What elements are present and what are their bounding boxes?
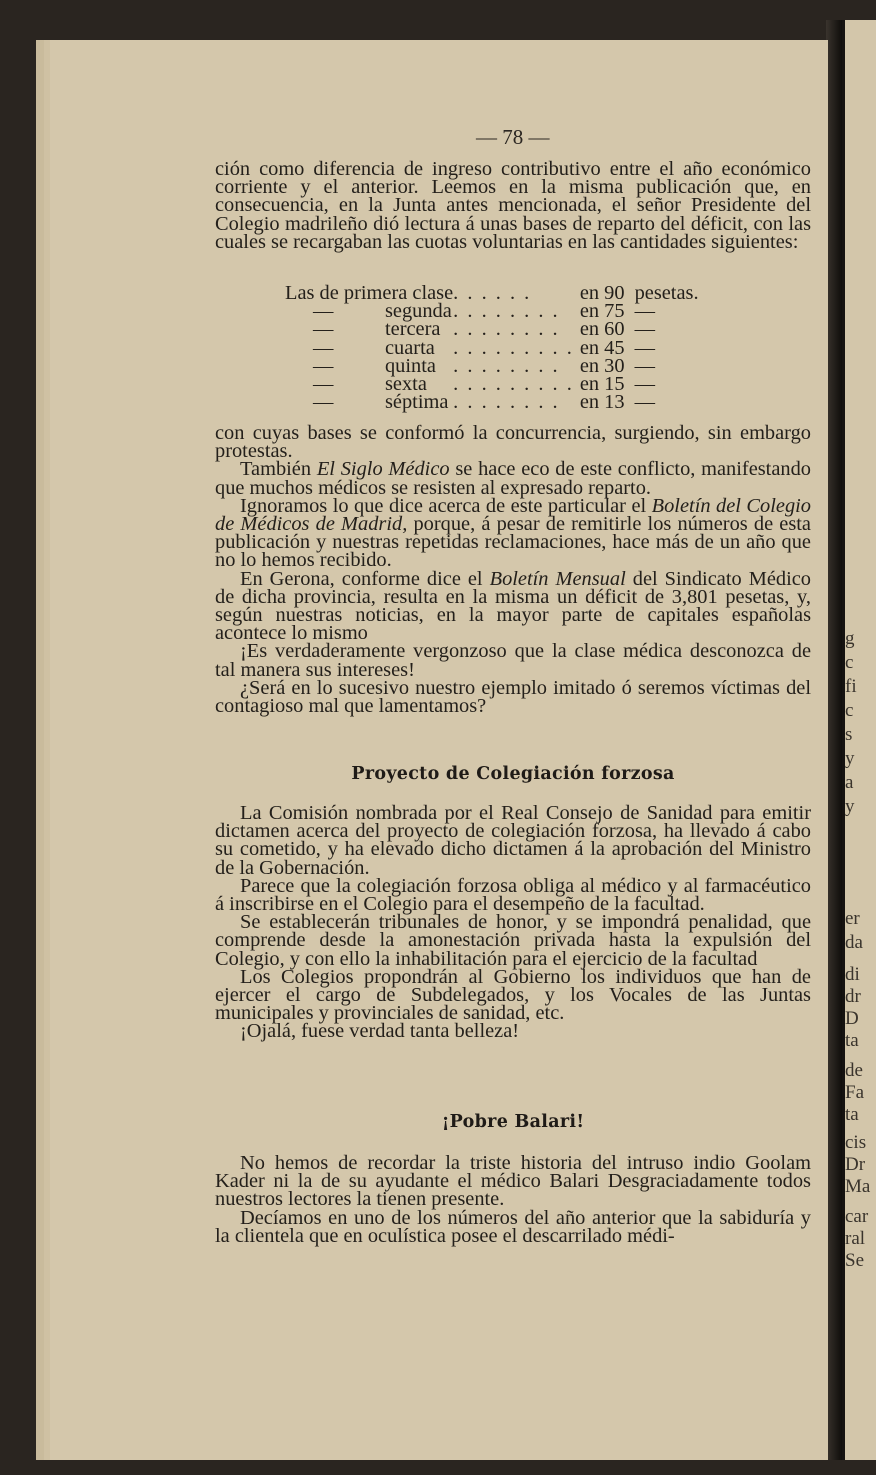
facing-fragment: g [845, 628, 855, 649]
fees-dots: . . . . . . . . . [453, 373, 574, 396]
book-page [36, 40, 828, 1460]
facing-fragment: ral [845, 1228, 866, 1249]
facing-fragment: di [845, 964, 860, 985]
fees-row [285, 393, 699, 411]
paragraph: La Comisión nombrada por el Real Consejo de Sanidad para emitir dictamen acerca del proyecto de colegiación forzosa, ha llevado á cabo su cometido, y ha elevado dicho dictamen á la aprobación del Ministro de la Gobernación. [215, 802, 811, 879]
facing-fragment: dr [845, 986, 861, 1007]
paragraph: También El Siglo Médico se hace eco de este conflicto, manifestando que muchos médicos se resisten al expresado reparto. [215, 458, 811, 499]
paragraph: con cuyas bases se conformó la concurrencia, surgiendo, sin embargo protestas. [215, 422, 811, 463]
fees-amount: en 15 [579, 373, 625, 396]
fees-class: quinta [384, 354, 436, 377]
fees-dots: . . . . . . [453, 282, 532, 304]
fees-dash: — [313, 318, 334, 341]
facing-fragment: fi [845, 676, 857, 697]
fees-class: tercera [384, 318, 441, 341]
paragraph: ¡Ojalá, fuese verdad tanta belleza! [240, 1020, 520, 1043]
facing-fragment: da [845, 932, 863, 953]
intro-text [215, 160, 811, 251]
fees-amount: en 30 [579, 354, 625, 377]
fees-unit: — [634, 318, 655, 341]
facing-fragment: er [845, 908, 860, 929]
page-number: — 78 — [476, 125, 550, 149]
fees-dots: . . . . . . . . [453, 391, 560, 414]
fees-dots: . . . . . . . . [453, 354, 560, 377]
facing-fragment: Se [845, 1250, 864, 1271]
fees-unit: — [634, 336, 655, 359]
fees-dash: — [313, 373, 334, 396]
fees-amount: en 60 [579, 318, 625, 341]
fees-dots: . . . . . . . . . [453, 336, 574, 359]
paragraph: Se establecerán tribunales de honor, y se impondrá penalidad, que comprende desde la amonestación privada hasta la expulsión del Colegio, y con ello la inhabilitación para el ejercicio de la facultad [215, 911, 811, 970]
paragraph: En Gerona, conforme dice el Boletín Mensual del Sindicato Médico de dicha provincia, resulta en la misma un déficit de 3,801 pesetas, y, según nuestras noticias, en la mayor parte de capitales españolas acontece lo mismo [215, 567, 811, 645]
facing-page-edge [842, 20, 876, 1460]
paragraph: No hemos de recordar la triste historia del intruso indio Goolam Kader ni la de su ayudante el médico Balari Desgraciadamente todos nuestros lectores la tienen presente. [215, 1152, 811, 1211]
facing-fragment: s [845, 724, 853, 745]
facing-fragment: car [845, 1206, 869, 1227]
fees-amount: en 13 [579, 391, 625, 414]
fees-amount: en 45 [579, 336, 625, 359]
fees-dash: — [313, 391, 334, 414]
section-colegiacion [215, 804, 811, 1041]
facing-fragment: Fa [845, 1082, 864, 1103]
facing-fragment: c [845, 652, 854, 673]
paragraph: ¡Es verdaderamente vergonzoso que la clase médica desconozca de tal manera sus intereses! [215, 640, 811, 681]
paragraph: ¿Será en lo sucesivo nuestro ejemplo imitado ó seremos víctimas del contagioso mal que lamentamos? [215, 676, 811, 718]
fees-table [285, 282, 699, 414]
facing-fragment: ta [845, 1104, 859, 1125]
paragraph: ción como diferencia de ingreso contributivo entre el año económico corriente y el anterior. Leemos en la misma publicación que, en consecuencia, en la Junta antes mencionada, el señor Presidente del Colegio madrileño dió lectura á unas bases de reparto del déficit, con las cuales se recargaban las cuotas voluntarias en las cantidades siguientes: [215, 158, 811, 253]
paragraph: Parece que la colegiación forzosa obliga al médico y al farmacéutico á inscribirse en el Colegio para el desempeño de la facultad. [215, 874, 811, 916]
facing-fragment: c [845, 700, 854, 721]
fees-dots: . . . . . . . . [453, 300, 560, 323]
facing-fragment: a [845, 772, 854, 793]
facing-fragment: y [845, 748, 855, 769]
fees-dash: — [313, 300, 334, 323]
facing-fragment: Dr [845, 1154, 866, 1175]
fees-unit: — [634, 300, 655, 323]
publication-title: Boletín del Colegio de Médicos de Madrid, [215, 494, 811, 536]
book-spine [826, 20, 842, 1460]
facing-fragment: D [845, 1008, 859, 1029]
facing-fragment: de [845, 1060, 863, 1081]
fees-class: séptima [384, 391, 449, 414]
facing-fragment: cis [845, 1132, 867, 1153]
fees-row [285, 320, 699, 338]
fees-amount: en 90 [579, 282, 625, 304]
paragraph: Los Colegios propondrán al Gobierno los individuos que han de ejercer el cargo de Subdelegados, y los Vocales de las Juntas municipales y provinciales de sanidad, etc. [215, 965, 811, 1025]
section-deficit [215, 422, 811, 718]
fees-dash: — [313, 354, 334, 377]
fees-class: segunda [384, 300, 452, 323]
fees-class: cuarta [384, 336, 435, 359]
fees-amount: en 75 [579, 300, 625, 323]
fees-dots: . . . . . . . . [453, 318, 560, 341]
fees-dash: — [313, 336, 334, 359]
publication-title: Boletín Mensual [489, 567, 626, 590]
facing-fragment: y [845, 796, 855, 817]
paragraph: Ignoramos lo que dice acerca de este particular el Boletín del Colegio de Médicos de Madrid, porque, á pesar de remitirle los números de esta publicación y nuestras repetidas reclamaciones, hace más de un año que no lo hemos recibido. [215, 494, 811, 572]
fees-unit: — [634, 373, 655, 396]
facing-fragment: Ma [845, 1176, 871, 1197]
fees-unit: — [634, 391, 655, 414]
publication-title: El Siglo Médico [316, 458, 450, 481]
fees-unit: — [634, 354, 655, 377]
section-heading: Proyecto de Colegiación forzosa [351, 764, 675, 784]
facing-fragment: ta [845, 1030, 859, 1051]
section-heading: ¡Pobre Balari! [441, 1112, 585, 1132]
fees-class: Las de primera clase [285, 282, 454, 304]
fees-unit: pesetas. [634, 282, 699, 304]
paragraph: Decíamos en uno de los números del año anterior que la sabiduría y la clientela que en oculística posee el descarrilado médi- [215, 1206, 811, 1247]
section-balari [215, 1154, 811, 1245]
fees-class: sexta [384, 373, 427, 396]
